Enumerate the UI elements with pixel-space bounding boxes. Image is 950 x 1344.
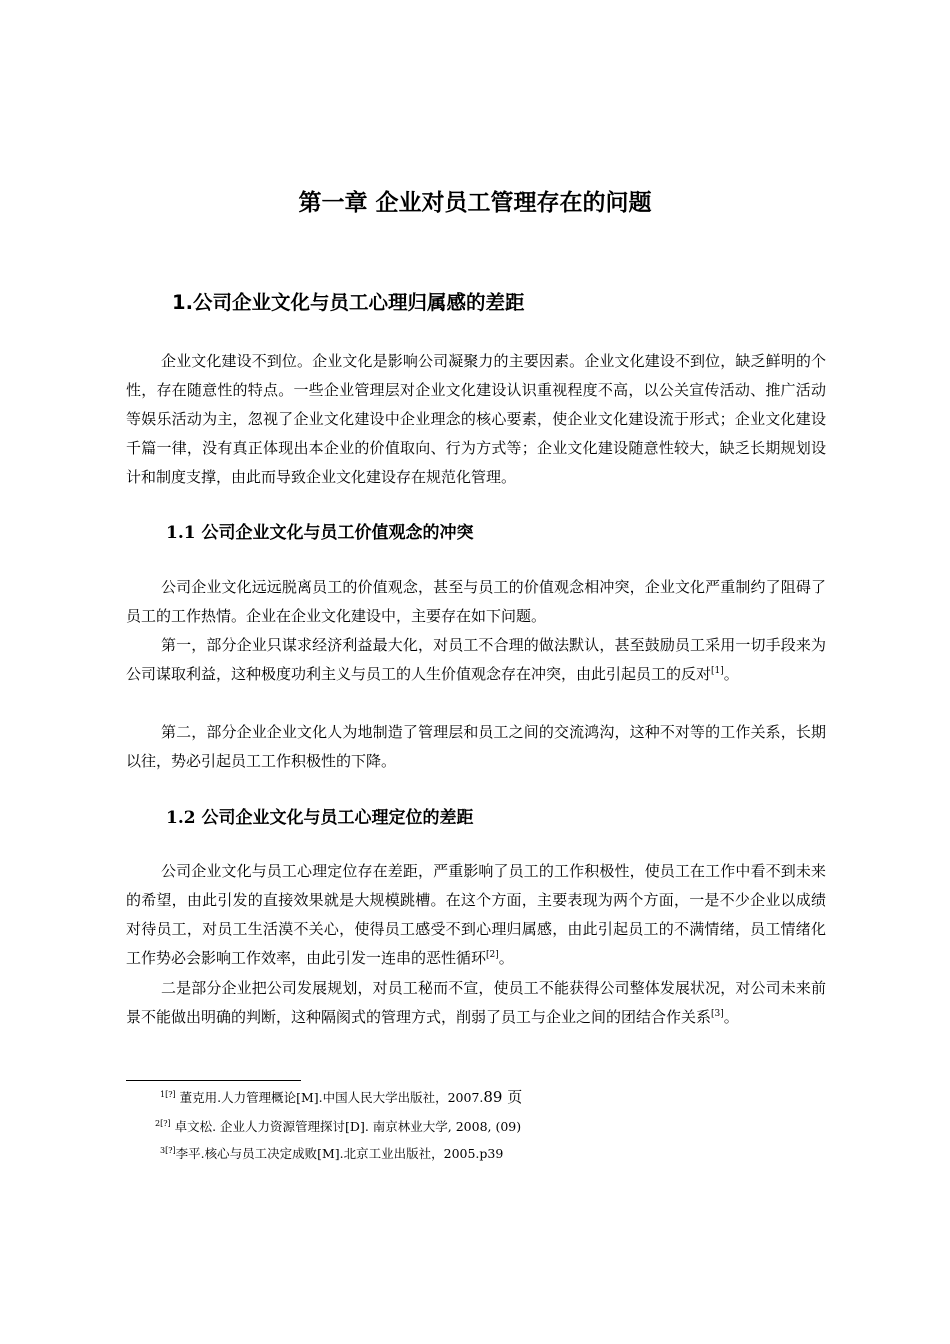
paragraph-end: 。: [498, 949, 514, 967]
footnote-text: 李平.核心与员工决定成败[M].北京工业出版社，2005.p39: [175, 1146, 504, 1161]
footnote-suffix: 页: [502, 1088, 523, 1106]
paragraph-text: 第一，部分企业只谋求经济利益最大化，对员工不合理的做法默认，甚至鼓励员工采用一切手段来为公司谋取利益，这种极度功利主义与员工的人生价值观念存在冲突，由此引起员工的反对: [126, 636, 826, 683]
footnote-3: [160, 1145, 503, 1163]
citation-ref-2: [2]: [486, 950, 499, 960]
footnote-text: 董克用.人力管理概论[M].中国人民大学出版社，2007.: [175, 1090, 484, 1105]
footnote-page-number: 89: [483, 1088, 503, 1106]
citation-ref-1: [1]: [711, 666, 724, 676]
footnote-text: 卓文松. 企业人力资源管理探讨[D]. 南京林业大学, 2008, (09): [170, 1119, 522, 1134]
paragraph-end: 。: [723, 1008, 739, 1026]
citation-ref-3: [3]: [711, 1009, 724, 1019]
footnote-mark: 3[?]: [160, 1146, 176, 1155]
section-1-1-paragraph-2: [126, 631, 826, 689]
paragraph-text: 公司企业文化与员工心理定位存在差距，严重影响了员工的工作积极性，使员工在工作中看不到未来的希望，由此引发的直接效果就是大规模跳槽。在这个方面，主要表现为两个方面，一是不少企业以成绩对待员工，对员工生活漠不关心，使得员工感受不到心理归属感，由此引起员工的不满情绪，员工情绪化工作势必会影响工作效率，由此引发一连串的恶性循环: [126, 862, 826, 967]
footnote-mark: 2[?]: [155, 1119, 171, 1128]
paragraph-end: 。: [723, 665, 739, 683]
section-1-paragraph: 企业文化建设不到位。企业文化是影响公司凝聚力的主要因素。企业文化建设不到位，缺乏鲜明的个性，存在随意性的特点。一些企业管理层对企业文化建设认识重视程度不高，以公关宣传活动、推广活动等娱乐活动为主，忽视了企业文化建设中企业理念的核心要素，使企业文化建设流于形式；企业文化建设千篇一律，没有真正体现出本企业的价值取向、行为方式等；企业文化建设随意性较大，缺乏长期规划设计和制度支撑，由此而导致企业文化建设存在规范化管理。: [126, 352, 826, 486]
paragraph-text: 二是部分企业把公司发展规划，对员工秘而不宣，使员工不能获得公司整体发展状况，对公司未来前景不能做出明确的判断，这种隔阂式的管理方式，削弱了员工与企业之间的团结合作关系: [126, 979, 826, 1026]
section-1-1-paragraph-3: 第二，部分企业企业文化人为地制造了管理层和员工之间的交流鸿沟，这种不对等的工作关系，长期以往，势必引起员工工作积极性的下降。: [126, 723, 826, 770]
footnote-mark: 1[?]: [160, 1090, 176, 1099]
section-1-2-paragraph-1: [126, 857, 826, 973]
section-1-1-heading: 1.1 公司企业文化与员工价值观念的冲突: [166, 523, 474, 543]
footnote-separator: [126, 1080, 301, 1081]
footnote-2: [155, 1118, 521, 1136]
section-1-heading: 1.公司企业文化与员工心理归属感的差距: [172, 291, 525, 314]
section-1-2-paragraph-2: [126, 974, 826, 1032]
footnote-1: [160, 1088, 522, 1107]
section-1-2-heading: 1.2 公司企业文化与员工心理定位的差距: [166, 808, 474, 828]
section-1-1-paragraph-1: 公司企业文化远远脱离员工的价值观念，甚至与员工的价值观念相冲突，企业文化严重制约了阻碍了员工的工作热情。企业在企业文化建设中，主要存在如下问题。: [126, 578, 826, 625]
chapter-title: 第一章 企业对员工管理存在的问题: [298, 190, 652, 216]
